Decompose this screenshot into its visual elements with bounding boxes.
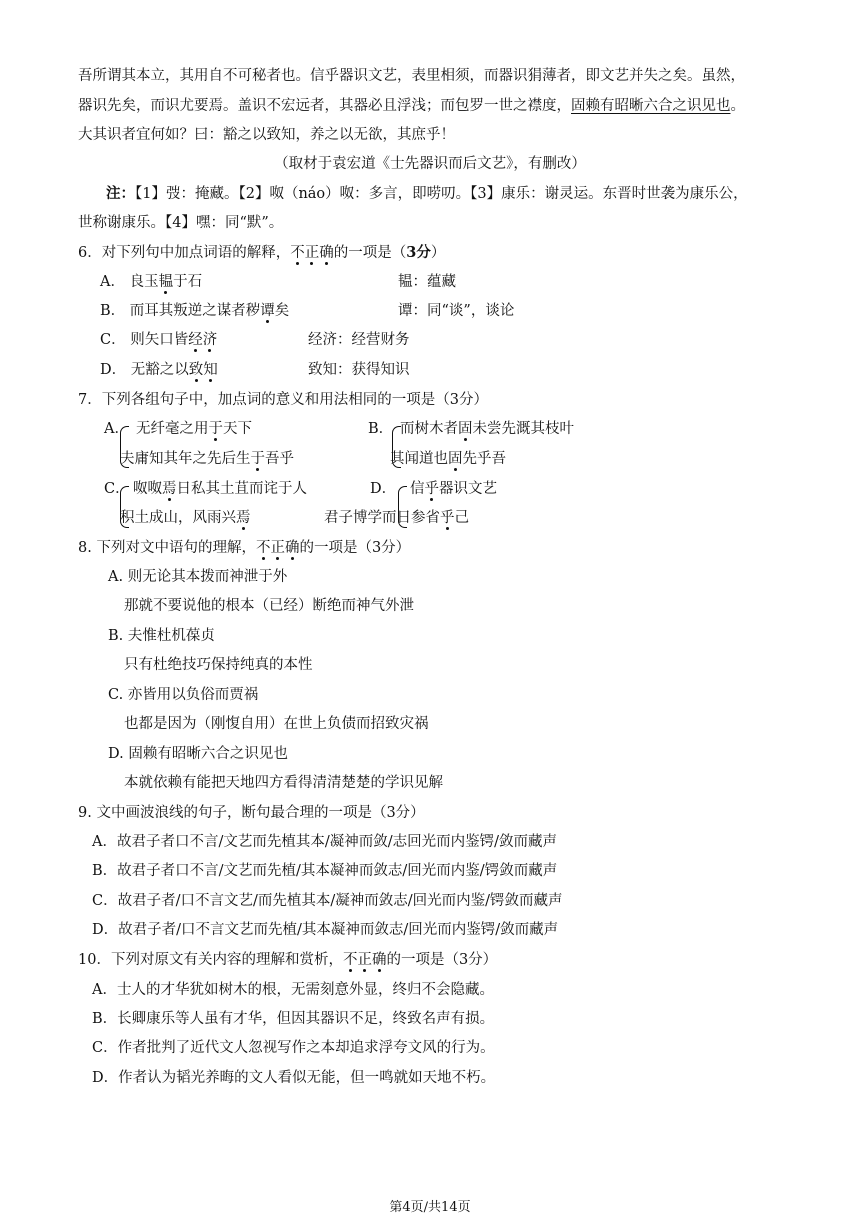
dotted-word <box>162 481 177 497</box>
q8-a-original: A. 则无论其本拨而神泄于外 <box>108 569 288 585</box>
dotted-word <box>189 362 218 378</box>
q6-stem-end: ） <box>430 245 446 261</box>
page-number: 第4页/共14页 <box>389 1200 471 1215</box>
q9-option-a: A．故君子者口不言/文艺而先植其本/凝神而敛/志回光而内鉴锷/敛而藏声 <box>92 834 558 850</box>
q6-option-b <box>100 301 289 321</box>
dotted-word <box>448 451 463 467</box>
q8-c-translation: 也都是因为（刚愎自用）在世上负债而招致灾祸 <box>124 716 429 732</box>
wavy-underlined-sentence: 固赖有昭晰六合之识见也 <box>571 98 731 114</box>
q6-gloss-d: 致知：获得知识 <box>308 362 410 378</box>
passage-line-2-end: 。 <box>730 98 745 114</box>
q7-c-sentence-2 <box>120 508 251 528</box>
emphasis-dot-char: 致 <box>188 362 204 378</box>
sentence-text: 未尝先溉其枝叶 <box>472 421 574 437</box>
q7-c-label: C． <box>104 481 130 497</box>
emphasis-dot-char: 乎 <box>440 510 455 526</box>
emphasis-dot-char: 固 <box>448 451 463 467</box>
sentence-text: 器识文艺 <box>439 481 497 497</box>
emphasis-dot-char: 于 <box>250 451 265 467</box>
sentence-text: 天下 <box>223 421 252 437</box>
q8-d-original: D. 固赖有昭晰六合之识见也 <box>108 746 288 762</box>
q9-option-d: D．故君子者/口不言文艺而先植/其本凝神而敛志/回光而内鉴锷/敛而藏声 <box>92 922 559 938</box>
dotted-word <box>209 421 224 437</box>
emphasis-dot-char: 正 <box>270 540 285 556</box>
q6-stem-post: 的一项是（ <box>333 245 407 261</box>
q8-stem-pre: 8. 下列对文中语句的理解， <box>78 540 256 556</box>
sentence-text: 君子博学而日参省 <box>324 510 440 526</box>
dotted-word <box>236 510 251 526</box>
option-text: 于石 <box>173 274 203 290</box>
sentence-text: 信 <box>410 481 425 497</box>
sentence-text: 而树木者 <box>400 421 458 437</box>
q7-a-sentence-1 <box>136 419 252 439</box>
passage-source: （取材于袁宏道《士先器识而后文艺》，有删改） <box>274 156 586 172</box>
dotted-word <box>458 421 473 437</box>
q9-option-b: B．故君子者口不言/文艺而先植/其本凝神而敛志/回光而内鉴/锷敛而藏声 <box>92 863 558 879</box>
emphasis-dot-char: 经 <box>188 332 203 348</box>
option-text: 无豁之以 <box>130 362 189 378</box>
q10-stem-pre: 10．下列对原文有关内容的理解和赏析， <box>78 952 343 968</box>
option-label: C． <box>100 332 126 348</box>
q10-stem-dotted <box>343 952 387 968</box>
passage-line-2 <box>78 96 745 116</box>
q9-option-c: C．故君子者/口不言文艺/而先植其本/凝神而敛志/回光而内鉴/锷敛而藏声 <box>92 893 563 909</box>
sentence-text: 夫庸知其年之先后生 <box>120 451 251 467</box>
q10-stem-post: 的一项是（3分） <box>386 952 498 968</box>
q7-b-sentence-2 <box>390 449 506 469</box>
q7-c-sentence-1 <box>133 479 307 499</box>
q6-option-c <box>100 330 217 350</box>
sentence-text: 其闻道也 <box>390 451 448 467</box>
q8-d-translation: 本就依赖有能把天地四方看得清清楚楚的学识见解 <box>124 775 443 791</box>
q6-option-d <box>100 360 218 380</box>
emphasis-dot-char: 韫 <box>158 274 174 290</box>
q9-stem: 9. 文中画波浪线的句子，断句最合理的一项是（3分） <box>78 805 425 821</box>
q6-gloss-b: 谭：同“谈”，谈论 <box>398 303 515 319</box>
emphasis-dot-char: 于 <box>208 421 223 437</box>
emphasis-dot-char: 不 <box>342 952 358 968</box>
emphasis-dot-char: 确 <box>319 245 334 261</box>
dotted-word <box>425 481 440 497</box>
q7-b-label: B． <box>368 421 394 437</box>
q6-score: 3分 <box>406 244 431 261</box>
emphasis-dot-char: 正 <box>357 952 372 968</box>
q8-b-translation: 只有杜绝技巧保持纯真的本性 <box>124 657 313 673</box>
q8-stem <box>78 538 410 558</box>
option-label: A． <box>100 274 125 290</box>
q10-option-b: B．长卿康乐等人虽有才华，但因其器识不足，终致名声有损。 <box>92 1011 495 1027</box>
q8-a-translation: 那就不要说他的根本（已经）断绝而神气外泄 <box>124 598 414 614</box>
emphasis-dot-char: 知 <box>203 362 218 378</box>
q6-stem-pre: 6．对下列句中加点词语的解释， <box>78 245 291 261</box>
emphasis-dot-char: 确 <box>284 540 300 556</box>
emphasis-dot-char: 正 <box>304 245 320 261</box>
q10-option-c: C．作者批判了近代文人忽视写作之本却追求浮夸文风的行为。 <box>92 1040 495 1056</box>
q10-option-a: A．士人的才华犹如树木的根，无需刻意外显，终归不会隐藏。 <box>92 982 494 998</box>
q8-stem-dotted <box>256 540 300 556</box>
q6-gloss-c: 经济：经营财务 <box>308 332 410 348</box>
sentence-text: 无纤毫之用 <box>136 421 209 437</box>
option-text: 而耳其叛逆之谋者秽 <box>129 303 261 319</box>
notes-label: 注： <box>106 185 135 202</box>
emphasis-dot-char: 济 <box>202 332 218 348</box>
option-label: B． <box>100 303 126 319</box>
q7-a-sentence-2 <box>120 449 294 469</box>
passage-line-2-text: 器识先矣，而识尤要焉。盖识不宏远者，其器必且浮浅；而包罗一世之襟度， <box>78 98 571 114</box>
q7-d-sentence-1 <box>410 479 497 499</box>
emphasis-dot-char: 确 <box>371 952 387 968</box>
q7-b-sentence-1 <box>400 419 574 439</box>
passage-line-3: 大其识者宜何如？曰：豁之以致知，养之以无欲，其庶乎！ <box>78 127 455 143</box>
q6-gloss-a: 韫：蕴藏 <box>398 274 456 290</box>
q7-d-label: D． <box>370 481 397 497</box>
sentence-text: 吾乎 <box>265 451 294 467</box>
emphasis-dot-char: 固 <box>458 421 473 437</box>
sentence-text: 己 <box>454 510 469 526</box>
q8-b-original: B. 夫惟杜机葆贞 <box>108 628 215 644</box>
dotted-word <box>159 274 174 290</box>
sentence-text: 日私其土苴而诧于人 <box>176 481 307 497</box>
q8-c-original: C. 亦皆用以负俗而贾祸 <box>108 687 259 703</box>
option-label: D． <box>100 362 127 378</box>
sentence-text: 先乎吾 <box>462 451 506 467</box>
option-text: 矣 <box>274 303 290 319</box>
emphasis-dot-char: 不 <box>255 540 271 556</box>
option-text: 则矢口皆 <box>130 332 189 348</box>
notes-line-2: 世称谢康乐。【4】嘿：同“默”。 <box>78 215 284 231</box>
sentence-text: 积土成山，风雨兴 <box>120 510 236 526</box>
q10-stem <box>78 950 497 970</box>
dotted-word <box>440 510 455 526</box>
q8-stem-post: 的一项是（3分） <box>299 540 411 556</box>
emphasis-dot-char: 不 <box>290 245 305 261</box>
q6-stem <box>78 243 445 263</box>
option-text: 良玉 <box>129 274 159 290</box>
dotted-word <box>260 303 275 319</box>
sentence-text: 呶呶 <box>133 481 162 497</box>
dotted-word <box>251 451 266 467</box>
emphasis-dot-char: 谭 <box>260 303 275 319</box>
q6-option-a <box>100 272 202 292</box>
emphasis-dot-char: 焉 <box>236 510 251 526</box>
notes-line-1 <box>106 184 748 204</box>
q6-stem-dotted <box>290 245 334 261</box>
q7-d-sentence-2 <box>324 508 469 528</box>
dotted-word <box>188 332 217 348</box>
notes-text-1: 【1】弢：掩藏。【2】呶（náo）呶：多言，即唠叨。【3】康乐：谢灵运。东晋时世袭为康乐公， <box>135 186 748 202</box>
q10-option-d: D．作者认为韬光养晦的文人看似无能，但一鸣就如天地不朽。 <box>92 1070 496 1086</box>
q7-stem: 7．下列各组句子中，加点词的意义和用法相同的一项是（3分） <box>78 392 488 408</box>
q7-a-label: A． <box>104 421 129 437</box>
emphasis-dot-char: 焉 <box>162 481 177 497</box>
passage-line-1: 吾所谓其本立，其用自不可秘者也。信乎器识文艺，表里相须，而器识狷薄者，即文艺并失之矣。虽然， <box>78 68 745 84</box>
emphasis-dot-char: 乎 <box>424 481 439 497</box>
